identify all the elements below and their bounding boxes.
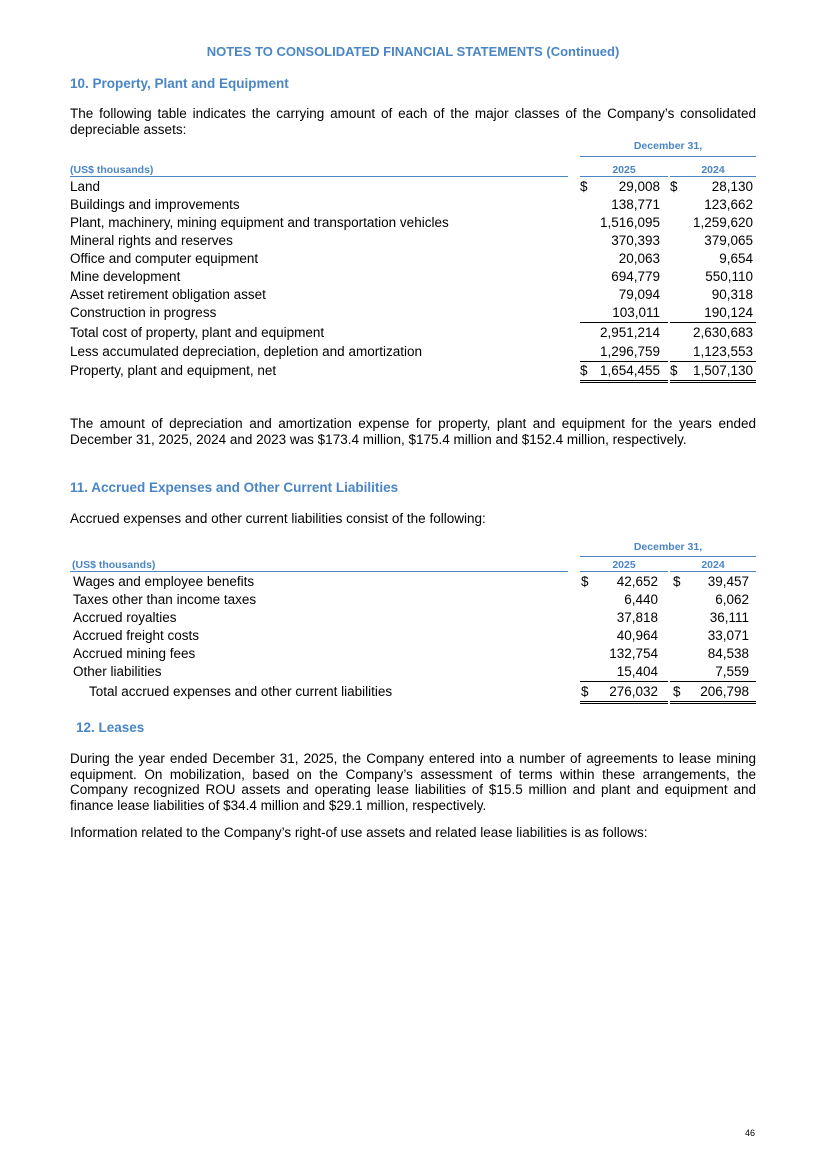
cell-value: 6,062 <box>715 592 749 607</box>
row-label: Wages and employee benefits <box>73 574 255 589</box>
accrued-period-label: December 31, <box>633 541 703 553</box>
section-12-para-2: Information related to the Company’s right-of use assets and related lease liabilities is as follows: <box>70 825 648 840</box>
accrued-table <box>70 541 756 706</box>
cell-value: 276,032 <box>609 684 658 699</box>
ppe-year-col-2: 2024 <box>701 164 725 176</box>
ppe-units-label: (US$ thousands) <box>70 164 154 176</box>
total-double-rule <box>580 380 668 383</box>
cell-value: 6,440 <box>624 592 658 607</box>
table-row <box>70 646 756 664</box>
cell-value: 1,123,553 <box>692 344 753 359</box>
currency-symbol: $ <box>670 179 678 194</box>
row-label: Total accrued expenses and other current liabilities <box>89 684 393 699</box>
subtotal-rule <box>580 681 668 682</box>
section-11-intro: Accrued expenses and other current liabilities consist of the following: <box>70 511 486 526</box>
cell-value: 36,111 <box>709 610 749 625</box>
cell-value: 379,065 <box>704 233 753 248</box>
page-header: NOTES TO CONSOLIDATED FINANCIAL STATEMENTS (Continued) <box>206 44 620 59</box>
row-label: Taxes other than income taxes <box>73 592 257 607</box>
row-label: Buildings and improvements <box>70 197 240 212</box>
currency-symbol: $ <box>581 574 589 589</box>
accrued-year-col-1: 2025 <box>612 559 636 571</box>
subtotal-rule <box>580 361 668 362</box>
cell-value: 1,516,095 <box>599 215 660 230</box>
accrued-period-rule <box>580 556 756 557</box>
accrued-units-rule <box>70 571 568 572</box>
row-label: Accrued royalties <box>73 610 177 625</box>
ppe-period-label: December 31, <box>633 140 703 152</box>
cell-value: 206,798 <box>700 684 749 699</box>
table-row <box>70 592 756 610</box>
cell-value: 1,507,130 <box>692 363 753 378</box>
subtotal-rule <box>670 361 756 362</box>
cell-value: 1,259,620 <box>692 215 753 230</box>
row-label: Office and computer equipment <box>70 251 259 266</box>
cell-value: 39,457 <box>707 574 749 589</box>
ppe-table <box>70 140 756 385</box>
cell-value: 29,008 <box>618 179 660 194</box>
section-10-after: The amount of depreciation and amortization expense for property, plant and equipment for the years ended December 31, 2025, 2024 and 2023 was $173.4 million, $175.4 million and $152.4 million, respectively. <box>70 416 756 447</box>
row-label: Accrued freight costs <box>73 628 200 643</box>
accrued-year-rule-1 <box>580 571 668 572</box>
page-number: 46 <box>744 1128 755 1138</box>
row-label: Less accumulated depreciation, depletion and amortization <box>70 344 422 359</box>
row-label: Property, plant and equipment, net <box>70 363 277 378</box>
table-row <box>70 610 756 628</box>
subtotal-rule <box>670 322 756 323</box>
section-11-title: 11. Accrued Expenses and Other Current Liabilities <box>70 480 399 495</box>
row-label: Asset retirement obligation asset <box>70 287 266 302</box>
accrued-year-col-2: 2024 <box>701 559 725 571</box>
currency-symbol: $ <box>673 574 681 589</box>
cell-value: 103,011 <box>612 305 660 320</box>
table-row <box>70 574 756 592</box>
row-label: Accrued mining fees <box>73 646 196 661</box>
accrued-units-label: (US$ thousands) <box>72 559 156 571</box>
total-double-rule <box>670 701 756 704</box>
currency-symbol: $ <box>580 363 588 378</box>
cell-value: 1,296,759 <box>599 344 660 359</box>
section-10-title: 10. Property, Plant and Equipment <box>70 76 289 91</box>
table-row <box>70 197 756 215</box>
cell-value: 28,130 <box>711 179 753 194</box>
table-row <box>70 363 756 381</box>
cell-value: 370,393 <box>611 233 660 248</box>
row-label: Mineral rights and reserves <box>70 233 233 248</box>
table-row <box>70 233 756 251</box>
table-row <box>70 179 756 197</box>
cell-value: 2,951,214 <box>599 325 660 340</box>
cell-value: 84,538 <box>707 646 749 661</box>
ppe-units-rule <box>70 176 568 177</box>
table-row <box>70 628 756 646</box>
ppe-year-rule-1 <box>580 176 668 177</box>
subtotal-rule <box>670 681 756 682</box>
cell-value: 79,094 <box>618 287 660 302</box>
total-double-rule <box>670 380 756 383</box>
row-label: Other liabilities <box>73 664 162 679</box>
row-label: Total cost of property, plant and equipment <box>70 325 325 340</box>
ppe-period-rule <box>580 156 756 157</box>
cell-value: 42,652 <box>616 574 658 589</box>
ppe-year-col-1: 2025 <box>612 164 636 176</box>
table-row <box>70 251 756 269</box>
currency-symbol: $ <box>580 179 588 194</box>
cell-value: 138,771 <box>611 197 660 212</box>
row-label: Plant, machinery, mining equipment and transportation vehicles <box>70 215 449 230</box>
subtotal-rule <box>580 322 668 323</box>
table-row <box>70 664 756 682</box>
cell-value: 1,654,455 <box>599 363 660 378</box>
section-12-para-1: During the year ended December 31, 2025, the Company entered into a number of agreements to lease mining equipment. On mobilization, based on the Company’s assessment of terms within these arrangements, the Company recognized ROU assets and operating lease liabilities of $15.5 million and plant and equipment and finance lease liabilities of $34.4 million and $29.1 million, respectively. <box>70 751 756 813</box>
table-row <box>70 269 756 287</box>
cell-value: 123,662 <box>704 197 753 212</box>
cell-value: 2,630,683 <box>692 325 753 340</box>
table-row <box>70 684 756 702</box>
row-label: Mine development <box>70 269 181 284</box>
currency-symbol: $ <box>581 684 589 699</box>
table-row <box>70 305 756 323</box>
row-label: Construction in progress <box>70 305 217 320</box>
table-row <box>70 287 756 305</box>
cell-value: 20,063 <box>618 251 660 266</box>
cell-value: 7,559 <box>715 664 749 679</box>
section-12-title: 12. Leases <box>76 720 145 735</box>
cell-value: 190,124 <box>704 305 753 320</box>
cell-value: 694,779 <box>611 269 660 284</box>
table-row <box>70 325 756 343</box>
table-row <box>70 344 756 362</box>
currency-symbol: $ <box>670 363 678 378</box>
row-label: Land <box>70 179 101 194</box>
cell-value: 33,071 <box>707 628 749 643</box>
cell-value: 37,818 <box>616 610 658 625</box>
cell-value: 40,964 <box>616 628 658 643</box>
section-10-intro: The following table indicates the carrying amount of each of the major classes of the Company’s consolidated depreciable assets: <box>70 106 756 137</box>
table-row <box>70 215 756 233</box>
cell-value: 9,654 <box>719 251 753 266</box>
currency-symbol: $ <box>673 684 681 699</box>
cell-value: 132,754 <box>609 646 658 661</box>
ppe-year-rule-2 <box>670 176 756 177</box>
total-double-rule <box>580 701 668 704</box>
cell-value: 550,110 <box>705 269 753 284</box>
cell-value: 15,404 <box>616 664 658 679</box>
accrued-year-rule-2 <box>670 571 756 572</box>
cell-value: 90,318 <box>711 287 753 302</box>
